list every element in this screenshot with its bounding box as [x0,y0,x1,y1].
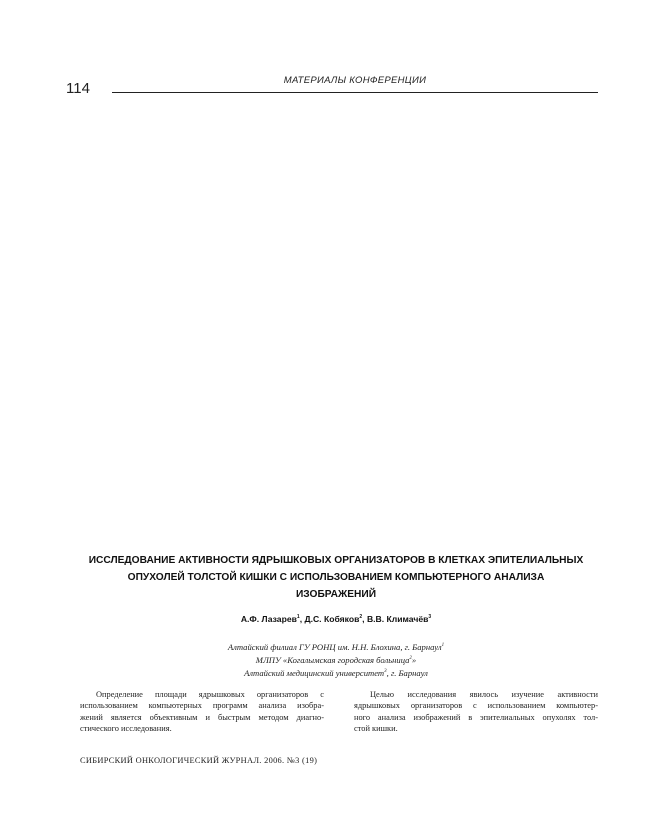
journal-footer: СИБИРСКИЙ ОНКОЛОГИЧЕСКИЙ ЖУРНАЛ. 2006. №3 (19) [80,756,318,765]
affiliation: МЛПУ «Когалымская городская больница$^2$» [255,654,417,665]
text-line: Целью исследования явилось изучение активности [370,690,598,699]
abstract-left-column [80,689,324,735]
affiliation: Алтайский филиал ГУ РОНЦ им. Н.Н. Блохина, г. Барнаул$^1$ [227,641,445,652]
author-name: А.Ф. Лазарев [240,614,297,624]
title-line: ОПУХОЛЕЙ ТОЛСТОЙ КИШКИ С ИСПОЛЬЗОВАНИЕМ КОМПЬЮТЕРНОГО АНАЛИЗА [127,572,545,583]
affiliations [66,640,606,679]
abstract-right-column [354,689,598,735]
authors: А.Ф. Лазарев$^1$, Д.С. Кобяков$^2$, В.В. Климачёв$^3$ [240,614,432,624]
title-line: ИЗОБРАЖЕНИЙ [295,589,377,600]
author-sup: 2 [359,614,363,621]
author-name: Д.С. Кобяков [304,614,360,624]
article-title [66,552,606,603]
author-sup: 1 [296,614,300,621]
header-rule [112,92,598,93]
running-head: МАТЕРИАЛЫ КОНФЕРЕНЦИИ [283,75,427,86]
page-number: 114 [66,80,90,97]
affiliation: Алтайский медицинский университет$^3$, г. Барнаул [244,667,428,678]
title-line: ИССЛЕДОВАНИЕ АКТИВНОСТИ ЯДРЫШКОВЫХ ОРГАНИЗАТОРОВ В КЛЕТКАХ ЭПИТЕЛИАЛЬНЫХ [88,555,584,566]
text-line: стического исследования. [80,724,172,734]
text-line: использованием компьютерных программ анализа изобра- [80,701,324,711]
text-line: жений является объективным и быстрым методом диагно- [80,712,324,722]
text-line: ного анализа изображений в эпителиальных опухолях тол- [354,712,598,722]
author-sup: 3 [428,614,432,621]
text-line: ядрышковых организаторов с использованием компьютер- [354,701,598,711]
author-name: В.В. Климачёв [366,614,429,624]
text-line: Определение площади ядрышковых организаторов с [96,690,324,699]
text-line: стой кишки. [354,724,398,734]
